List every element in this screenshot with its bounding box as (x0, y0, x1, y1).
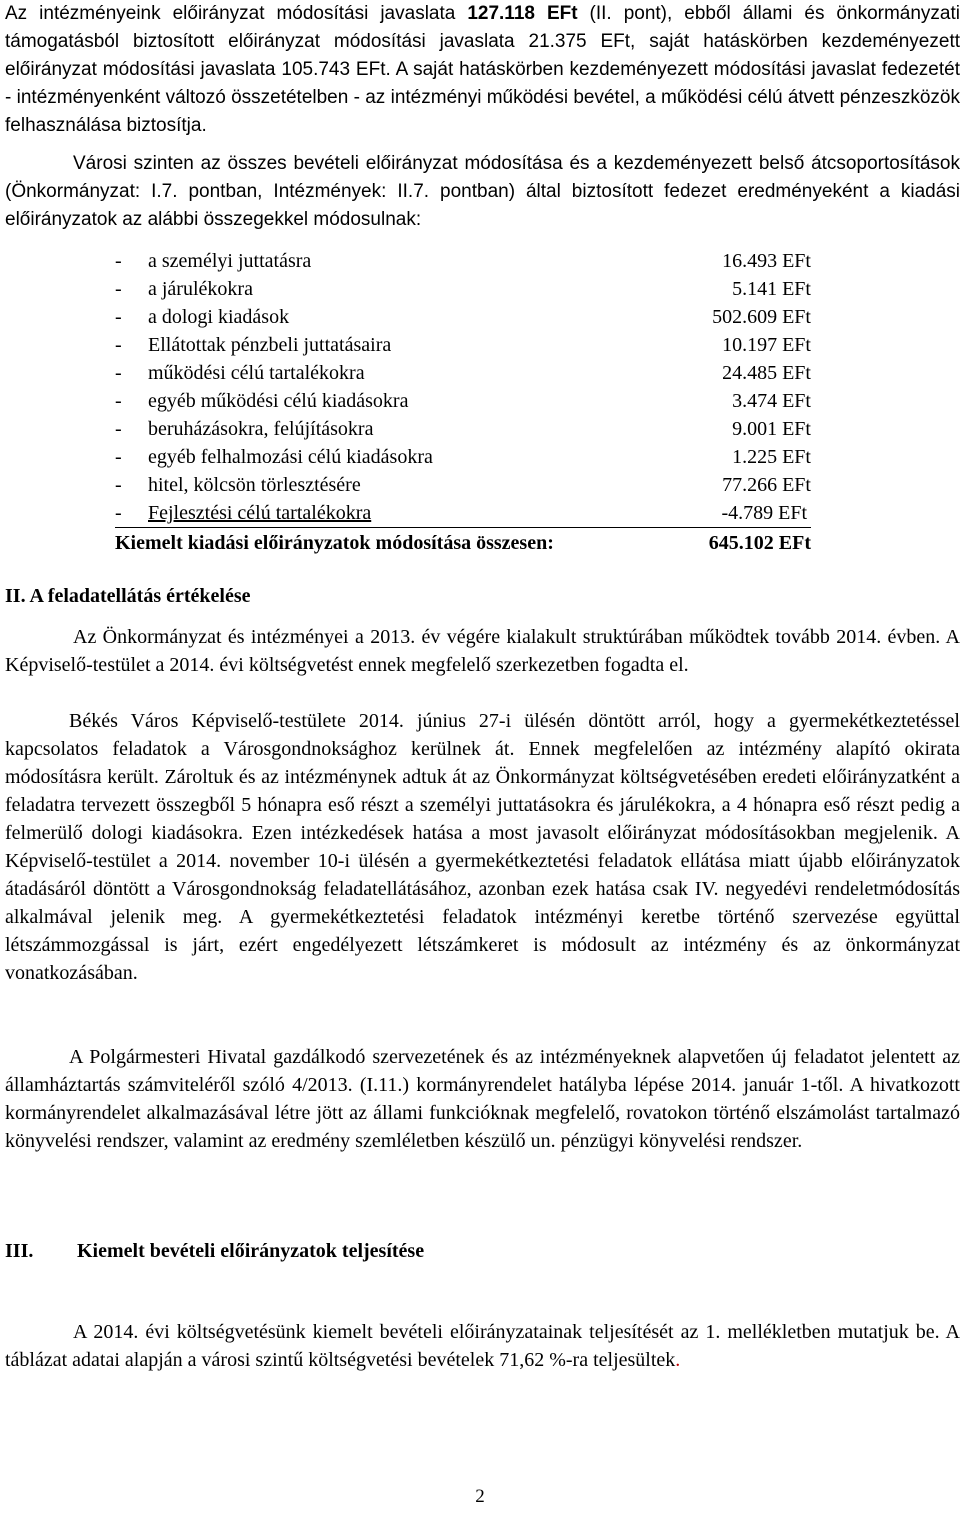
item-amount: 3.474 EFt (732, 390, 811, 412)
list-dash: - (115, 474, 122, 496)
list-item (115, 499, 811, 528)
section-3-text: A 2014. évi költségvetésünk kiemelt bevételi előirányzatainak teljesítését az 1. mellékletben mutatjuk be. A táblázat adatai alapján a városi szintű költségvetési bevételek 71,62 %-ra teljesültek (5, 1321, 960, 1371)
expense-list (115, 247, 815, 528)
total-amount: 645.102 EFt (708, 532, 811, 554)
intro-paragraph (5, 0, 960, 140)
intro-text-3: A saját hatáskörben kezdeményezett módosítási javaslat fedezetét - intézményenként változó összetételben - az intézményi működési bevétel, a működési célú átvett pénzeszközök felhasználása biztosítja. (5, 59, 960, 136)
section-3-title: Kiemelt bevételi előirányzatok teljesítése (77, 1240, 425, 1262)
item-amount: 5.141 EFt (732, 278, 811, 300)
list-dash: - (115, 362, 122, 384)
item-label: a személyi juttatásra (148, 250, 312, 272)
list-dash: - (115, 502, 122, 524)
intro-text-1: Az intézményeink előirányzat módosítási javaslata (5, 3, 468, 24)
list-item (115, 443, 815, 471)
page-number: 2 (475, 1486, 485, 1507)
total-row (115, 529, 815, 557)
list-dash: - (115, 278, 122, 300)
item-amount: -4.789 EFt (721, 502, 807, 524)
intro-text-2: (II. pont), ebből állami és önkormányzati támogatásból biztosított előirányzat módosítási javaslata 21.375 EFt, saját hatáskörben kezdeményezett előirányzat módosítási javaslata 105.743 EFt. (5, 3, 960, 80)
item-amount: 16.493 EFt (722, 250, 811, 272)
item-amount: 502.609 EFt (712, 306, 811, 328)
list-dash: - (115, 334, 122, 356)
item-label: egyéb felhalmozási célú kiadásokra (148, 446, 433, 468)
item-label: egyéb működési célú kiadásokra (148, 390, 409, 412)
list-dash: - (115, 446, 122, 468)
item-amount: 77.266 EFt (722, 474, 811, 496)
intro-bold-amount: 127.118 EFt (467, 3, 578, 24)
list-item (115, 359, 815, 387)
list-dash: - (115, 390, 122, 412)
list-dash: - (115, 306, 122, 328)
item-amount: 1.225 EFt (732, 446, 811, 468)
item-label: Fejlesztési célú tartalékokra (148, 502, 372, 524)
item-label: beruházásokra, felújításokra (148, 418, 374, 440)
list-item (115, 275, 815, 303)
section-2-heading: II. A feladatellátás értékelése (5, 585, 251, 607)
item-amount: 9.001 EFt (732, 418, 811, 440)
item-label: a járulékokra (148, 278, 253, 300)
list-item (115, 331, 815, 359)
list-item (115, 303, 815, 331)
section-2-paragraph-1: Az Önkormányzat és intézményei a 2013. év végére kialakult struktúrában működtek tovább 2014. évben. A Képviselő-testület a 2014. évi költségvetést ennek megfelelő szerkezetben fogadta el. (5, 626, 960, 676)
item-amount: 10.197 EFt (722, 334, 811, 356)
item-label: a dologi kiadások (148, 306, 290, 328)
item-label: Ellátottak pénzbeli juttatásaira (148, 334, 392, 356)
item-amount: 24.485 EFt (722, 362, 811, 384)
section-3-end-mark: . (675, 1349, 681, 1371)
section-2-paragraph-3: A Polgármesteri Hivatal gazdálkodó szervezetének és az intézményeknek alapvetően új feladatot jelentett az államháztartás számviteléről szóló 4/2013. (I.11.) kormányrendelet hatályba lépése 2014. január 1-től. A hivatkozott kormányrendelet alkalmazásával létre jött az állami funkcióknak megfelelő, rovatokon történő elszámolást tartalmazó könyvelési rendszer, valamint az eredmény szemléletben készülő un. pénzügyi könyvelési rendszer. (5, 1046, 960, 1152)
list-item (115, 387, 815, 415)
list-dash: - (115, 418, 122, 440)
list-item (115, 247, 815, 275)
total-label: Kiemelt kiadási előirányzatok módosítása összesen: (115, 532, 554, 554)
section-3-number: III. (5, 1240, 34, 1262)
list-item (115, 415, 815, 443)
list-dash: - (115, 250, 122, 272)
section-2-paragraph-2: Békés Város Képviselő-testülete 2014. június 27-i ülésén döntött arról, hogy a gyermekétkeztetéssel kapcsolatos feladatok a Városgondnoksághoz kerülnek át. Ennek megfelelően az intézmény alapító okirata módosításra került. Zároltuk és az intézménynek adtuk át az Önkormányzat költségvetésében eredeti előirányzatként a feladatra tervezett összegből 5 hónapra eső részt a személyi juttatásokra és járulékokra, a 4 hónapra eső részt pedig a felmerülő dologi kiadásokra. Ezen intézkedések hatása a most javasolt előirányzat módosításokban megjelenik. A Képviselő-testület a 2014. november 10-i ülésén a gyermekétkeztetési feladatok ellátása miatt újabb előirányzatok átadásáról döntött a Városgondnokság feladatellátásához, azonban ezek hatása csak IV. negyedévi rendeletmódosítás alkalmával jelenik meg. A gyermekétkeztetési feladatok intézményi keretbe történő szervezése együttal létszámmozgással is járt, ezért engedélyezett létszámkeret is módosult az intézmény és az önkormányzat vonatkozásában. (5, 710, 960, 984)
item-label: működési célú tartalékokra (148, 362, 365, 384)
section-3-paragraph (5, 1318, 960, 1374)
item-label: hitel, kölcsön törlesztésére (148, 474, 361, 496)
list-item (115, 471, 815, 499)
modification-paragraph: Városi szinten az összes bevételi előirányzat módosítása és a kezdeményezett belső átcsoportosítások (Önkormányzat: I.7. pontban, Intézmények: II.7. pontban) által biztosított fedezet eredményeként a kiadási előirányzatok az alábbi összegekkel módosulnak: (5, 153, 960, 230)
